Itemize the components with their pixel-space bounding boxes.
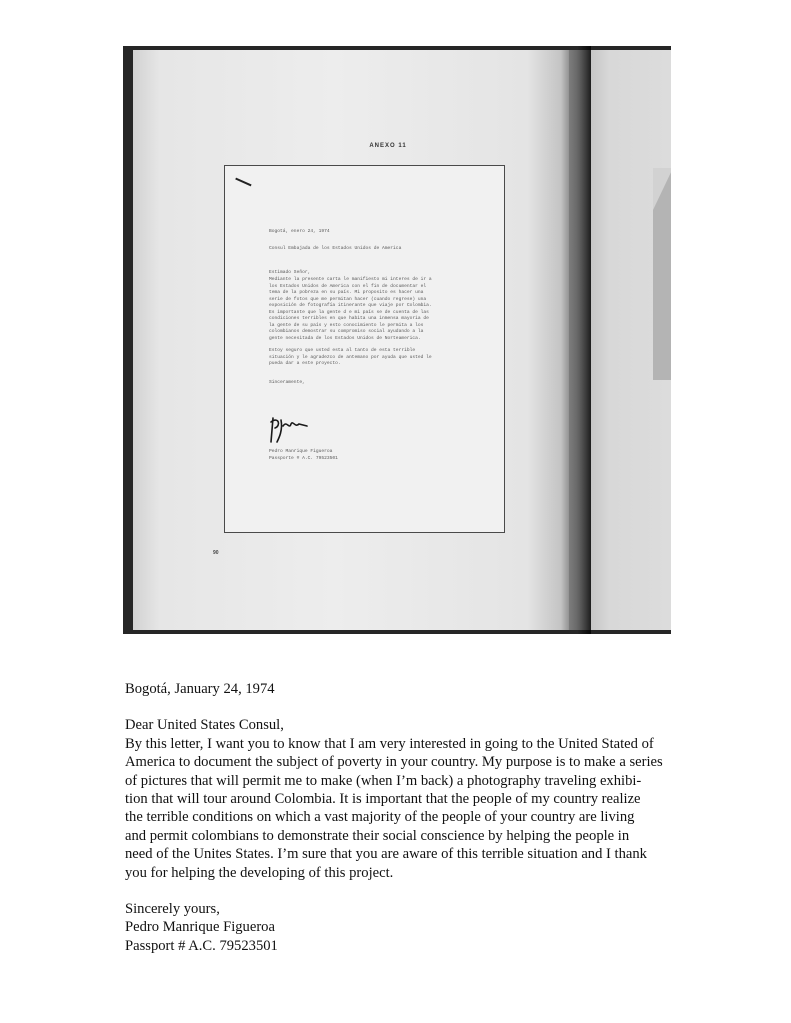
right-page-image-edge <box>653 168 671 380</box>
letter-salutation: Estimado Señor, <box>269 270 311 275</box>
letter-recipient: Consul Embajada de los Estados Unidos de America <box>269 246 402 251</box>
translation-signer-name: Pedro Manrique Figueroa <box>125 919 275 936</box>
translation-text <box>125 680 681 955</box>
scanned-book-photo <box>123 46 671 634</box>
translation-body-line: By this letter, I want you to know that I am very interested in going to the United Stated of <box>125 735 654 752</box>
typed-letter-sheet <box>224 165 505 533</box>
book-left-page <box>133 50 581 630</box>
translation-body-line: need of the Unites States. I’m sure that you are aware of this terrible situation and I thank <box>125 846 647 863</box>
translation-body-line: you for helping the developing of this project. <box>125 864 394 881</box>
translation-body-line: tion that will tour around Colombia. It is important that the people of my country realize <box>125 791 641 808</box>
book-gutter-shadow <box>561 46 591 634</box>
translation-salutation: Dear United States Consul, <box>125 717 284 734</box>
letter-signer-name: Pedro Manrique Figueroa <box>269 449 333 454</box>
letter-date: Bogotá, enero 24, 1974 <box>269 229 330 234</box>
translation-body-line: of pictures that will permit me to make (when I’m back) a photography traveling exhibi- <box>125 772 642 789</box>
translation-body-line: and permit colombians to demonstrate their social conscience by helping the people in <box>125 827 630 844</box>
book-page-number: 90 <box>213 550 219 556</box>
letter-paragraph-2: Estoy seguro que usted esta al tanto de esta terrible situación y le agradezco de antemano por ayuda que usted le pueda dar a este proyecto. <box>269 348 432 366</box>
letter-paragraph-1: Mediante la presente carta le manifiesto mi interes de ir a los Estados Unidos de America con el fin de documentar el tema de la pobreza en su país. Mi proposito es hacer una serie de fotos que me permitan hacer (cuando regrese) una exposición de fotografía itinerante que viaje por Colombia. Es importante que la gente d e mi país se de cuenta de las condiciones terribles en que habita una inmensa mayoria de la gente de su país y esto conocimiento le permita a los colombianos demostrar su compromiso social ayudando a la gente necesitada de los Estados Unidos de Norteamerica. <box>269 277 432 341</box>
handwritten-signature <box>267 412 317 446</box>
pen-mark <box>235 178 251 186</box>
translation-body-line: America to document the subject of poverty in your country. My purpose is to make a series <box>125 754 663 771</box>
translation-body <box>125 735 681 882</box>
translation-passport: Passport # A.C. 79523501 <box>125 937 278 954</box>
translation-date: Bogotá, January 24, 1974 <box>125 681 275 697</box>
annex-title: ANEXO 11 <box>369 143 407 149</box>
letter-signer-passport: Passporte # A.C. 79523501 <box>269 456 338 461</box>
letter-closing: Sinceramente, <box>269 380 305 385</box>
translation-closing: Sincerely yours, <box>125 901 220 918</box>
translation-body-line: the terrible conditions on which a vast majority of the people of your country are living <box>125 809 635 826</box>
